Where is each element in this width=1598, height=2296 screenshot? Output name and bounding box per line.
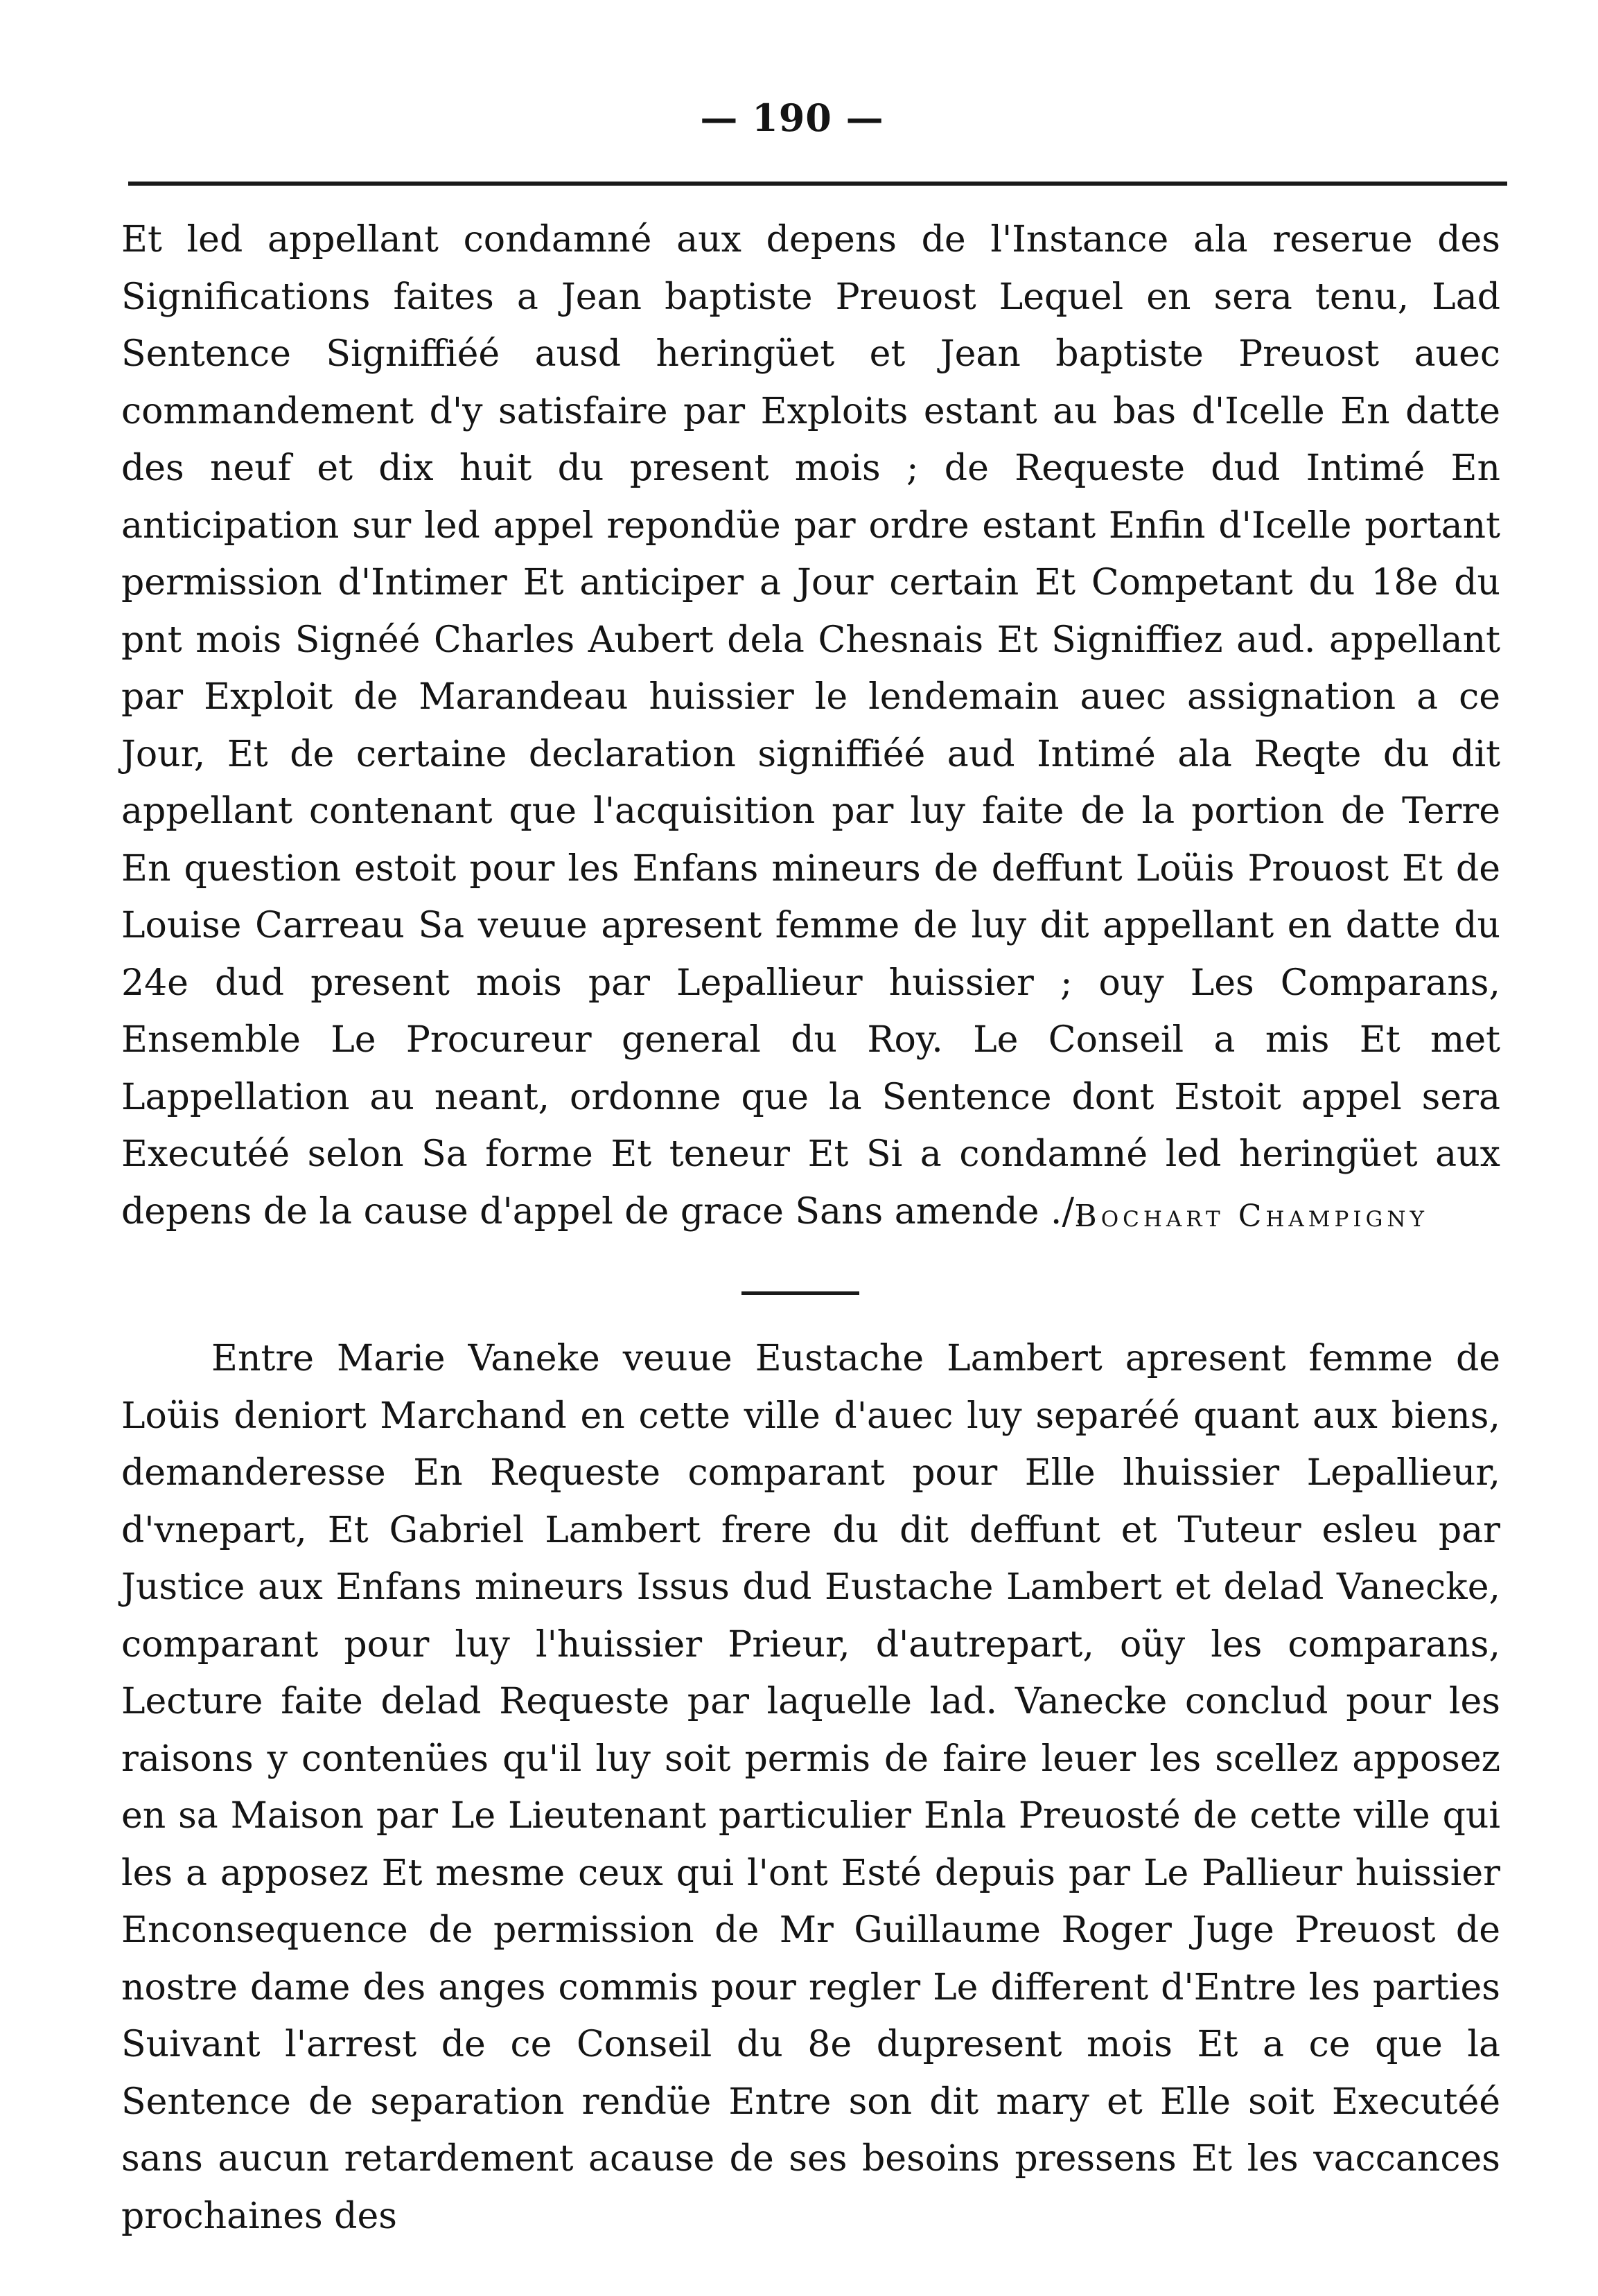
first-paragraph: Et led appellant condamné aux depens de l'Instance ala reserue des Significations faites a Jean baptiste Preuost Lequel en sera tenu, Lad Sentence Signiffiéé ausd heringüet et Jean baptiste Preuost auec commandement d'y satisfaire par Exploits estant au bas d'Icelle En datte des neuf et dix huit du present mois ; de Requeste dud Intimé En anticipation sur led appel repondüe par ordre estant Enfin d'Icelle portant permission d'Intimer Et anticiper a Jour certain Et Competant du 18e du pnt mois Signéé Charles Aubert dela Chesnais Et Signiffiez aud. appellant par Exploit de Marandeau huissier le lendemain auec assignation a ce Jour, Et de certaine declaration signiffiéé aud Intimé ala Reqte du dit appellant contenant que l'acquisition par luy faite de la portion de Terre En question estoit pour les Enfans mineurs de deffunt Loüis Prouost Et de Louise Carreau Sa veuue apresent femme de luy dit appellant en datte du 24e dud present mois par Lepallieur huissier ; ouy Les Comparans, Ensemble Le Procureur general du Roy. Le Conseil a mis Et met Lappellation au neant, ordonne que la Sentence dont Estoit appel sera Executéé selon Sa forme Et teneur Et Si a condamné led heringüet aux depens de la cause d'appel de grace Sans amende ./. [121,219,1500,1233]
page-number: — 190 — [700,96,884,140]
second-paragraph: Entre Marie Vaneke veuue Eustache Lambert apresent femme de Loüis deniort Marchand en cette ville d'auec luy separéé quant aux biens, demanderesse En Requeste comparant pour Elle lhuissier Lepallieur, d'vnepart, Et Gabriel Lambert frere du dit deffunt et Tuteur esleu par Justice aux Enfans mineurs Issus dud Eustache Lambert et delad Vanecke, comparant pour luy l'huissier Prieur, d'autrepart, oüy les comparans, Lecture faite delad Requeste par laquelle lad. Vanecke conclud pour les raisons y contenües qu'il luy soit permis de faire leuer les scellez apposez en sa Maison par Le Lieutenant particulier Enla Preuosté de cette ville qui les a apposez Et mesme ceux qui l'ont Esté depuis par Le Pallieur huissier Enconsequence de permission de Mr Guillaume Roger Juge Preuost de nostre dame des anges commis pour regler Le different d'Entre les parties Suivant l'arrest de ce Conseil du 8e dupresent mois Et a ce que la Sentence de separation rendüe Entre son dit mary et Elle soit Executéé sans aucun retardement acause de ses besoins pressens Et les vaccances prochaines des [121,1338,1500,2237]
header-rule [128,182,1507,186]
signature: Bochart Champigny [1074,1199,1428,1234]
section-divider [741,1291,859,1295]
